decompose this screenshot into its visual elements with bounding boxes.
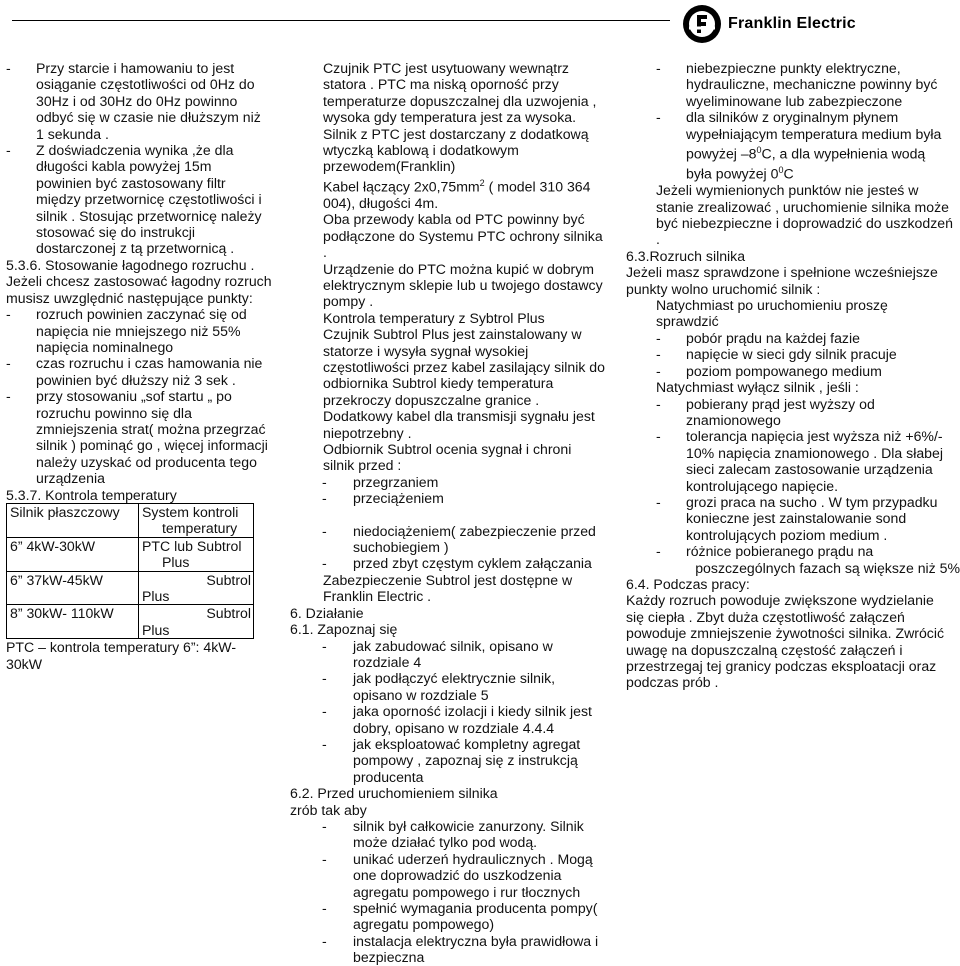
- column-left: [6, 60, 284, 672]
- list-item: - przegrzaniem: [322, 473, 439, 490]
- column-right: [626, 60, 960, 691]
- heading-5-3-7: 5.3.7. Kontrola temperatury: [6, 486, 177, 503]
- operation-paragraph: Każdy rozruch powoduje zwiększone wydzielanie się ciepła . Zbyt duża częstotliwość załączeń powoduje zmniejszenie żywotności silnika. Zwrócić uwagę na dopuszczalną częstość załączeń i przestrzegaj tej granicy podczas eksploatacji oraz podczas prób .: [626, 592, 945, 691]
- list-item: - dla silników z oryginalnym płynem wypełniającym temperatura medium była powyżej $-8^0C$, a dla wypełnienia wodą była powyżej $0^0C$: [656, 109, 942, 182]
- table-row: 8” 30kW- 110kW Subtrol Plus: [7, 605, 254, 639]
- startup-intro: Jeżeli masz sprawdzone i spełnione wcześniejsze punkty wolno uruchomić silnik :: [626, 264, 938, 297]
- do-as-follows: zrób tak aby: [290, 801, 367, 818]
- temperature-control-table: [6, 503, 254, 639]
- list-item: - różnice pobieranego prądu na poszczególnych fazach są większe niż 5%: [656, 543, 960, 576]
- list-item: - spełnić wymagania producenta pompy( agregatu pompowego): [322, 900, 598, 933]
- brand-wordmark: Franklin Electric: [728, 15, 856, 32]
- heading-6-1: 6.1. Zapoznaj się: [290, 621, 398, 638]
- franklin-electric-logo: [682, 2, 894, 46]
- table-row: 6” 37kW-45kW Subtrol Plus: [7, 571, 254, 605]
- bullet-soft-start: - przy stosowaniu „sof startu „ po rozruchu powinno się dla zmniejszenia strat( można przegrzać silnik ) pominąć go , więcej informacji należy uzyskać od producenta tego urządzenia: [6, 388, 268, 487]
- list-item: - jak podłączyć elektrycznie silnik, opisano w rozdziale 5: [322, 670, 556, 703]
- list-item: - tolerancja napięcia jest wyższa niż +6%/- 10% napięcia znamionowego . Dla słabej sieci zalecam zastosowanie urządzenia kontrolującego napięcie.: [656, 428, 943, 494]
- list-item: - niebezpieczne punkty elektryczne, hydrauliczne, mechaniczne powinny być wyeliminowane lub zabezpieczone: [656, 60, 938, 109]
- bullet-ramp-time: - czas rozruchu i czas hamowania nie powinien być dłuższy niż 3 sek .: [6, 355, 263, 388]
- list-item: - silnik był całkowicie zanurzony. Silnik może działać tylko pod wodą.: [322, 817, 584, 851]
- heading-6-3: 6.3.Rozruch silnika: [626, 247, 746, 264]
- column-middle: [290, 60, 616, 966]
- check-intro: Natychmiast po uruchomieniu proszę sprawdzić: [656, 297, 888, 330]
- list-item: - przed zbyt częstym cyklem załączania: [322, 555, 592, 572]
- list-item: - jaka oporność izolacji i kiedy silnik jest dobry, opisano w rozdziale 4.4.4: [322, 703, 592, 736]
- heading-6-2: 6.2. Przed uruchomieniem silnika: [290, 785, 498, 802]
- list-item: - instalacja elektryczna była prawidłowa i bezpieczna: [322, 932, 599, 966]
- bullet-start-stop: - Przy starcie i hamowaniu to jest osiąganie częstotliwości od 0Hz do 30Hz i od 30Hz do 0Hz powinno odbyć się w czasie nie dłuższym niż 1 sekunda .: [6, 60, 261, 142]
- heading-5-3-6: 5.3.6. Stosowanie łagodnego rozruchu .: [6, 256, 255, 273]
- subtrol-availability: Zabezpieczenie Subtrol jest dostępne w Franklin Electric .: [323, 571, 573, 605]
- bullet-filter: - Z doświadczenia wynika ,że dla długości kabla powyżej 15m powinien być zastosowany filtr między przetwornicę częstotliwości i silnik . Stosując przetwornicę należy stosować się do instrukcji dostarczonej z tą przetwornicą .: [6, 142, 262, 257]
- table-row: 6” 4kW-30kW PTC lub Subtrol Plus: [7, 537, 254, 571]
- shutdown-intro: Natychmiast wyłącz silnik , jeśli :: [656, 379, 859, 396]
- ptc-note: PTC – kontrola temperatury 6”: 4kW- 30kW: [6, 639, 237, 672]
- list-item: - jak eksploatować kompletny agregat pompowy , zapoznaj się z instrukcją producenta: [322, 735, 581, 785]
- list-item: - jak zabudować silnik, opisano w rozdziale 4: [322, 637, 553, 670]
- list-item: - unikać uderzeń hydraulicznych . Mogą one doprowadzić do uszkodzenia agregatu pompowego i rur tłocznych: [322, 850, 593, 900]
- warning-paragraph: Jeżeli wymienionych punktów nie jesteś w stanie zrealizować , uruchomienie silnika może być niebezpieczne i doprowadzić do uszkodzeń .: [656, 182, 953, 248]
- list-item: - przeciążeniem: [322, 490, 444, 507]
- table-row: Silnik płaszczowy System kontroli temperatury: [7, 503, 254, 537]
- list-item: - pobór prądu na każdej fazie: [656, 329, 860, 346]
- cable-spec: Kabel łączący $2x0,75mm^2$ ( model 310 364: [323, 177, 591, 195]
- soft-start-intro: Jeżeli chcesz zastosować łagodny rozruch musisz uwzględnić następujące punkty:: [6, 273, 272, 306]
- ptc-paragraph: Czujnik PTC jest usytuowany wewnątrz statora . PTC ma niską oporność przy temperaturze dopuszczalnej dla uzwojenia , wysoka gdy temperatura jest za wysoka. Silnik z PTC jest dostarczany z dodatkową wtyczką kablową i dodatkowym przewodem(Franklin) Kabel łączący $2x0,75mm^2$ ( model 310 364 004), długości 4m. Oba przewody kabla od PTC powinny być podłączone do Systemu PTC ochrony silnika . Urządzenie do PTC można kupić w dobrym elektrycznym sklepie lub u twojego dostawcy pompy . Kontrola temperatury z Sybtrol Plus Czujnik Subtrol Plus jest zainstalowany w statorze i wysyła sygnał wysokiej częstotliwości przez kabel zasilający silnik do odbiornika Subtrol kiedy temperatura przekroczy dopuszczalne granice . Dodatkowy kabel dla transmisji sygnału jest niepotrzebny . Odbiornik Subtrol ocenia sygnał i chroni silnik przed :: [290, 60, 616, 474]
- list-item: - poziom pompowanego medium: [656, 362, 882, 379]
- bullet-min-voltage: - rozruch powinien zaczynać się od napięcia nie mniejszego niż 55% napięcia nominalnego: [6, 306, 247, 355]
- list-item: - napięcie w sieci gdy silnik pracuje: [656, 346, 897, 363]
- heading-6: 6. Działanie: [290, 604, 364, 621]
- heading-6-4: 6.4. Podczas pracy:: [626, 575, 750, 592]
- list-item: - grozi praca na sucho . W tym przypadku konieczne jest zainstalowanie sond kontrolujących poziom medium .: [656, 493, 938, 543]
- franklin-emblem-icon: [682, 4, 722, 44]
- header-rule: [12, 20, 670, 21]
- list-item: - niedociążeniem( zabezpieczenie przed suchobiegiem ): [322, 522, 596, 556]
- list-item: - pobierany prąd jest wyższy od znamionowego: [656, 395, 875, 428]
